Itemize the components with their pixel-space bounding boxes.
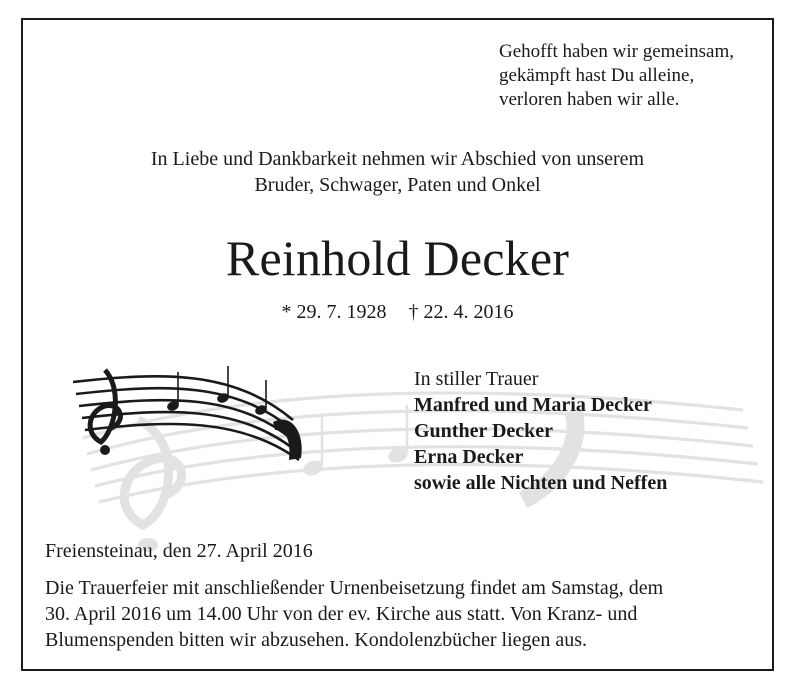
intro-line-1: In Liebe und Dankbarkeit nehmen wir Abschied von unserem: [150, 148, 645, 170]
death-date: † 22. 4. 2016: [408, 301, 514, 323]
deceased-name: Reinhold Decker: [225, 230, 570, 286]
service-line-3: Blumenspenden bitten wir abzusehen. Kondolenzbücher liegen aus.: [45, 629, 588, 651]
birth-date: * 29. 7. 1928: [281, 301, 387, 323]
service-line-1: Die Trauerfeier mit anschließender Urnenbeisetzung findet am Samstag, dem: [45, 577, 664, 599]
mourner-3: Erna Decker: [414, 446, 524, 468]
mourners-heading: In stiller Trauer: [414, 368, 539, 390]
music-notes-icon: [43, 350, 783, 570]
service-line-2: 30. April 2016 um 14.00 Uhr von der ev. Kirche aus statt. Von Kranz- und: [45, 603, 638, 625]
motto-line-3: verloren haben wir alle.: [499, 89, 680, 110]
life-dates: [23, 300, 772, 324]
mourner-1: Manfred und Maria Decker: [414, 394, 652, 416]
obituary-notice: [21, 18, 774, 671]
intro-line-2: Bruder, Schwager, Paten und Onkel: [254, 174, 541, 196]
motto-line-1: Gehofft haben wir gemeinsam,: [499, 41, 734, 62]
mourner-2: Gunther Decker: [414, 420, 554, 442]
place-date: Freiensteinau, den 27. April 2016: [45, 540, 313, 562]
mourner-4: sowie alle Nichten und Neffen: [414, 472, 668, 494]
motto-line-2: gekämpft hast Du alleine,: [499, 65, 695, 86]
